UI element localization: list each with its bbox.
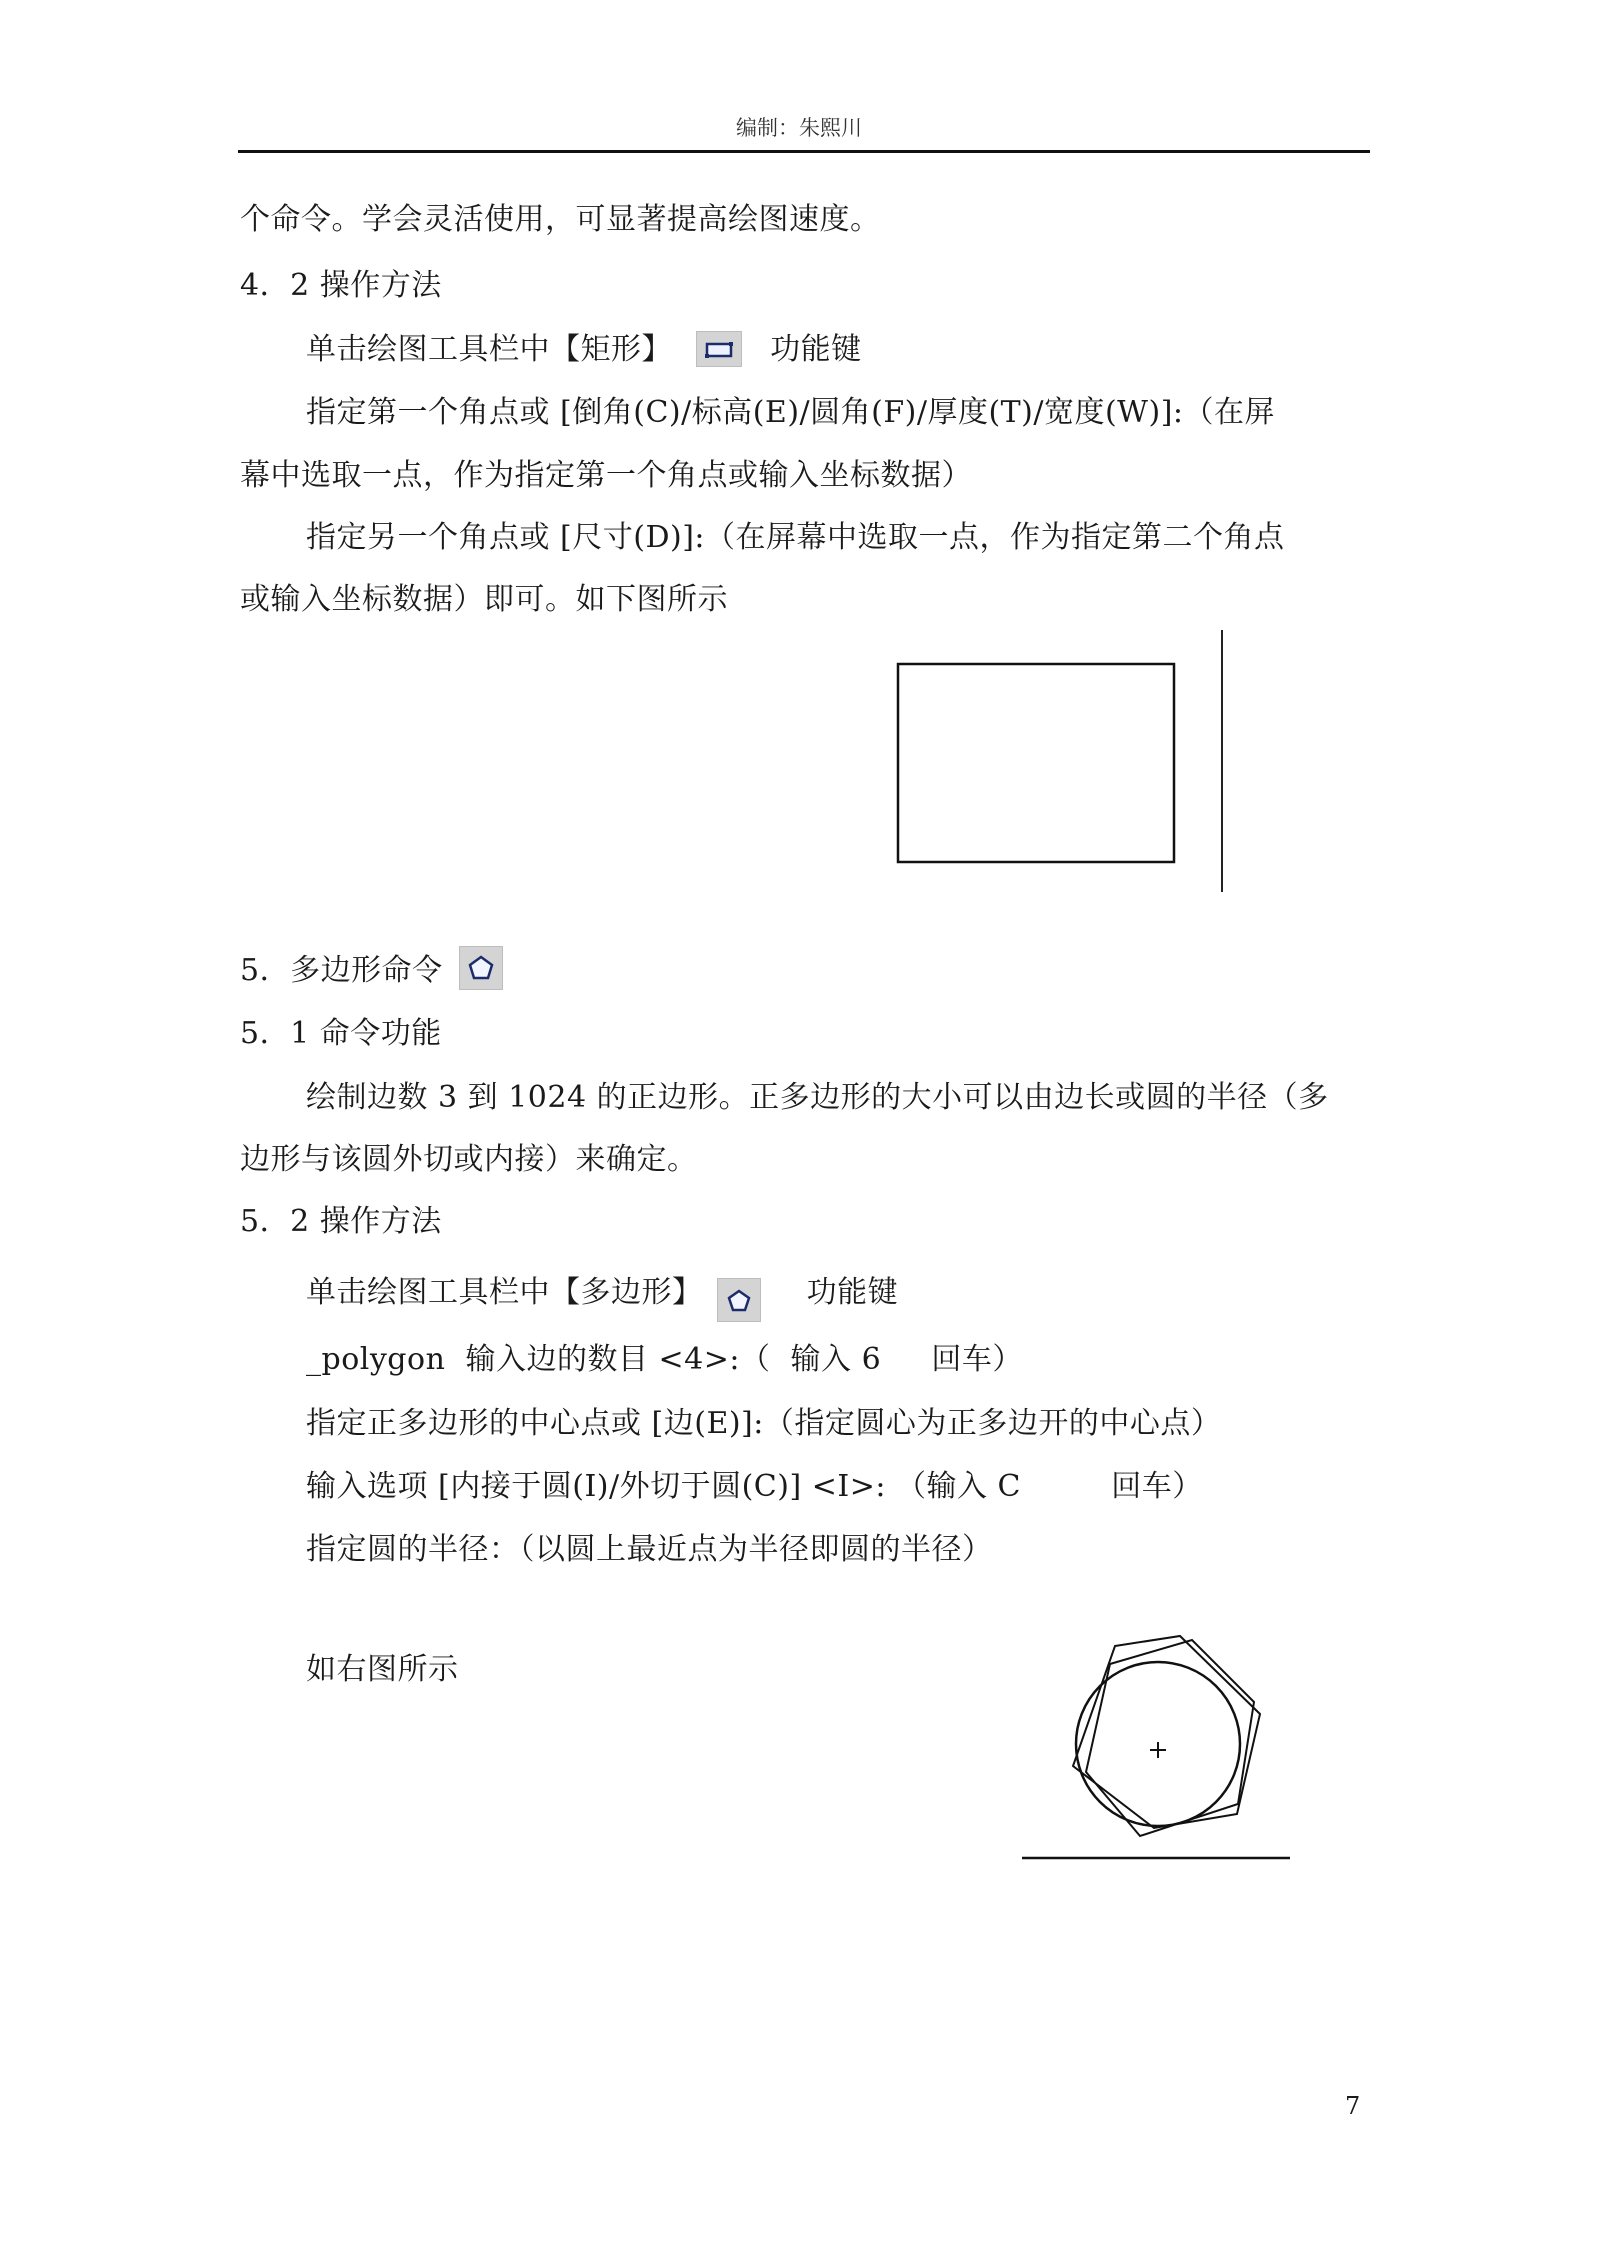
section-heading-5 [240, 950, 503, 994]
polygon-desc-b: 边形与该圆外切或内接）来确定。 [240, 1142, 698, 1177]
polygon-step-1 [306, 1272, 898, 1316]
polygon-step-1-suffix: 功能键 [806, 1275, 899, 1310]
section-5-text: 5．多边形命令 [240, 953, 443, 988]
section-heading-5-2: 5．2 操作方法 [240, 1204, 442, 1239]
header-rule [238, 150, 1370, 153]
rect-step-3a: 指定另一个角点或 [尺寸(D)]:（在屏幕中选取一点，作为指定第二个角点 [306, 520, 1285, 555]
polygon-step-4: 输入选项 [内接于圆(I)/外切于圆(C)] <I>: （输入 C 回车） [306, 1469, 1203, 1504]
rectangle-figure [840, 630, 1240, 900]
polygon-step-1-text: 单击绘图工具栏中【多边形】 [306, 1275, 703, 1310]
pentagon-icon [717, 1278, 761, 1322]
section-heading-5-1: 5．1 命令功能 [240, 1016, 442, 1051]
rect-step-3b: 或输入坐标数据）即可。如下图所示 [240, 582, 728, 617]
rect-step-1 [306, 332, 862, 369]
rect-step-1-text: 单击绘图工具栏中【矩形】 [306, 332, 672, 367]
page-header: 编制：朱熙川 [736, 116, 862, 140]
polygon-step-2: _polygon 输入边的数目 <4>:（ 输入 6 回车） [306, 1342, 1023, 1377]
rect-step-2b: 幕中选取一点，作为指定第一个角点或输入坐标数据） [240, 458, 972, 493]
page-number: 7 [1345, 2092, 1361, 2120]
polygon-step-3: 指定正多边形的中心点或 [边(E)]:（指定圆心为正多边开的中心点） [306, 1406, 1222, 1441]
polygon-figure [1012, 1616, 1292, 1866]
polygon-desc-a: 绘制边数 3 到 1024 的正边形。正多边形的大小可以由边长或圆的半径（多 [306, 1080, 1329, 1115]
rect-step-1-suffix: 功能键 [770, 332, 862, 367]
paragraph-line: 个命令。学会灵活使用，可显著提高绘图速度。 [240, 202, 881, 237]
pentagon-icon [459, 946, 503, 990]
polygon-step-5: 指定圆的半径：（以圆上最近点为半径即圆的半径） [306, 1532, 993, 1567]
rect-step-2a: 指定第一个角点或 [倒角(C)/标高(E)/圆角(F)/厚度(T)/宽度(W)]:（在屏 [306, 395, 1276, 430]
polygon-figure-caption: 如右图所示 [306, 1652, 459, 1687]
section-heading-4-2: 4．2 操作方法 [240, 268, 442, 303]
rectangle-icon [696, 331, 742, 367]
